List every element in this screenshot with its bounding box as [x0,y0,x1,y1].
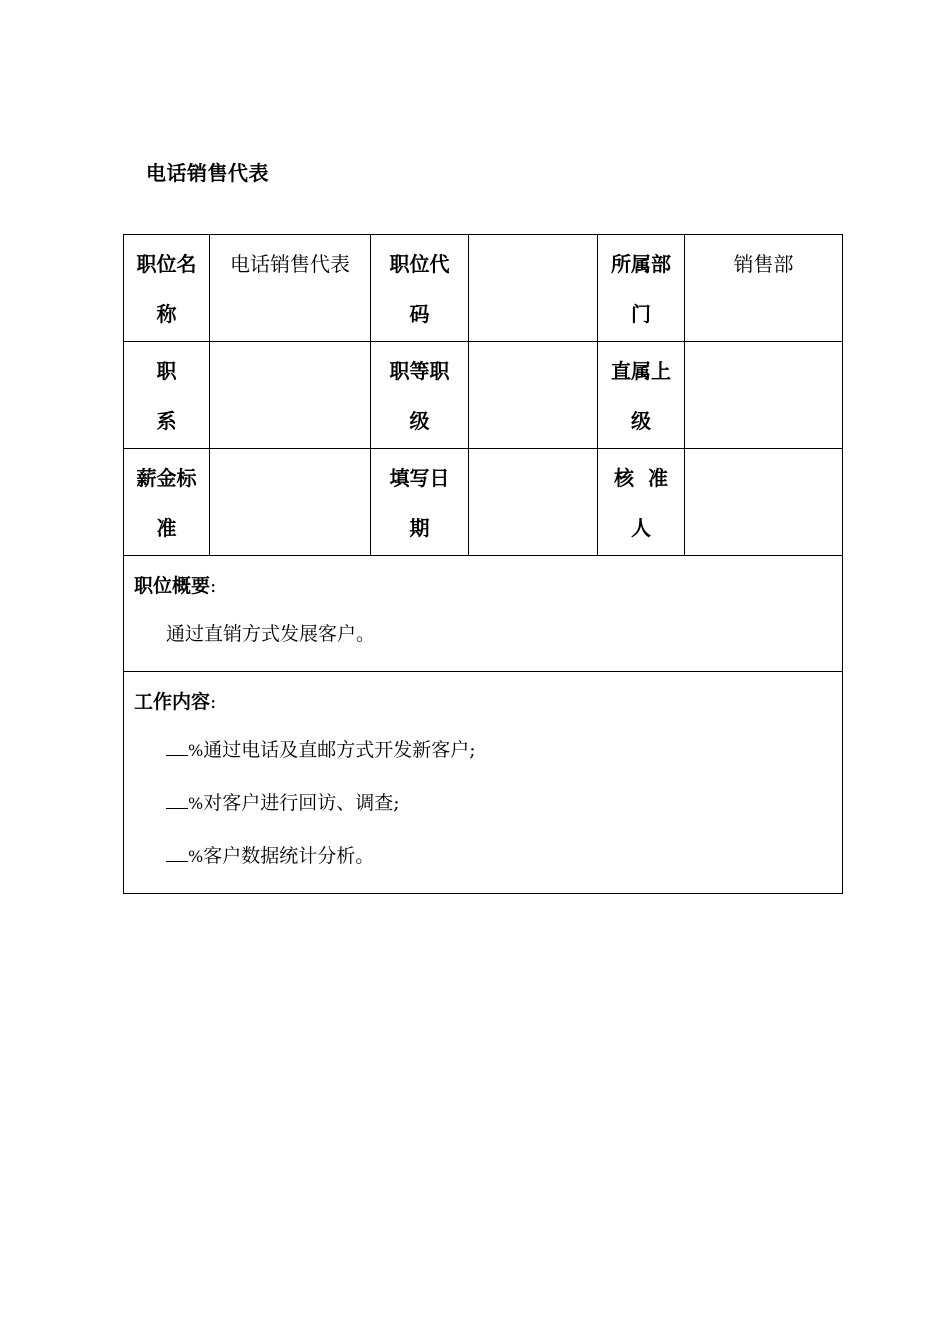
label-job-series: 职 系 [124,342,210,449]
duties-section [124,672,843,894]
summary-section [124,556,843,672]
label-direct-supervisor: 直属上 级 [598,342,685,449]
label-grade-level: 职等职 级 [371,342,469,449]
value-position-code [469,235,598,342]
value-job-series [210,342,371,449]
label-position-code: 职位代 码 [371,235,469,342]
value-grade-level [469,342,598,449]
percent-blank [166,737,188,756]
label-fill-date: 填写日 期 [371,449,469,556]
table-row-duties [124,672,843,894]
list-item: %对客户进行回访、调查; [134,777,832,830]
value-salary-standard [210,449,371,556]
list-item: %客户数据统计分析。 [134,830,832,883]
value-approver [685,449,843,556]
duties-heading: 工作内容: [134,691,217,713]
label-salary-standard: 薪金标 准 [124,449,210,556]
value-position-name: 电话销售代表 [210,235,371,342]
label-approver: 核 准 人 [598,449,685,556]
value-department: 销售部 [685,235,843,342]
table-row-summary [124,556,843,672]
label-position-name: 职位名 称 [124,235,210,342]
value-fill-date [469,449,598,556]
percent-blank [166,843,188,862]
list-item: %通过电话及直邮方式开发新客户; [134,724,832,777]
summary-heading: 职位概要: [134,575,217,597]
summary-text: 通过直销方式发展客户。 [166,623,376,645]
table-row-salary [124,449,843,556]
job-description-table [123,234,843,894]
label-department: 所属部 门 [598,235,685,342]
document-title: 电话销售代表 [146,161,269,185]
table-row-position [124,235,843,342]
table-row-series [124,342,843,449]
percent-blank [166,790,188,809]
value-direct-supervisor [685,342,843,449]
